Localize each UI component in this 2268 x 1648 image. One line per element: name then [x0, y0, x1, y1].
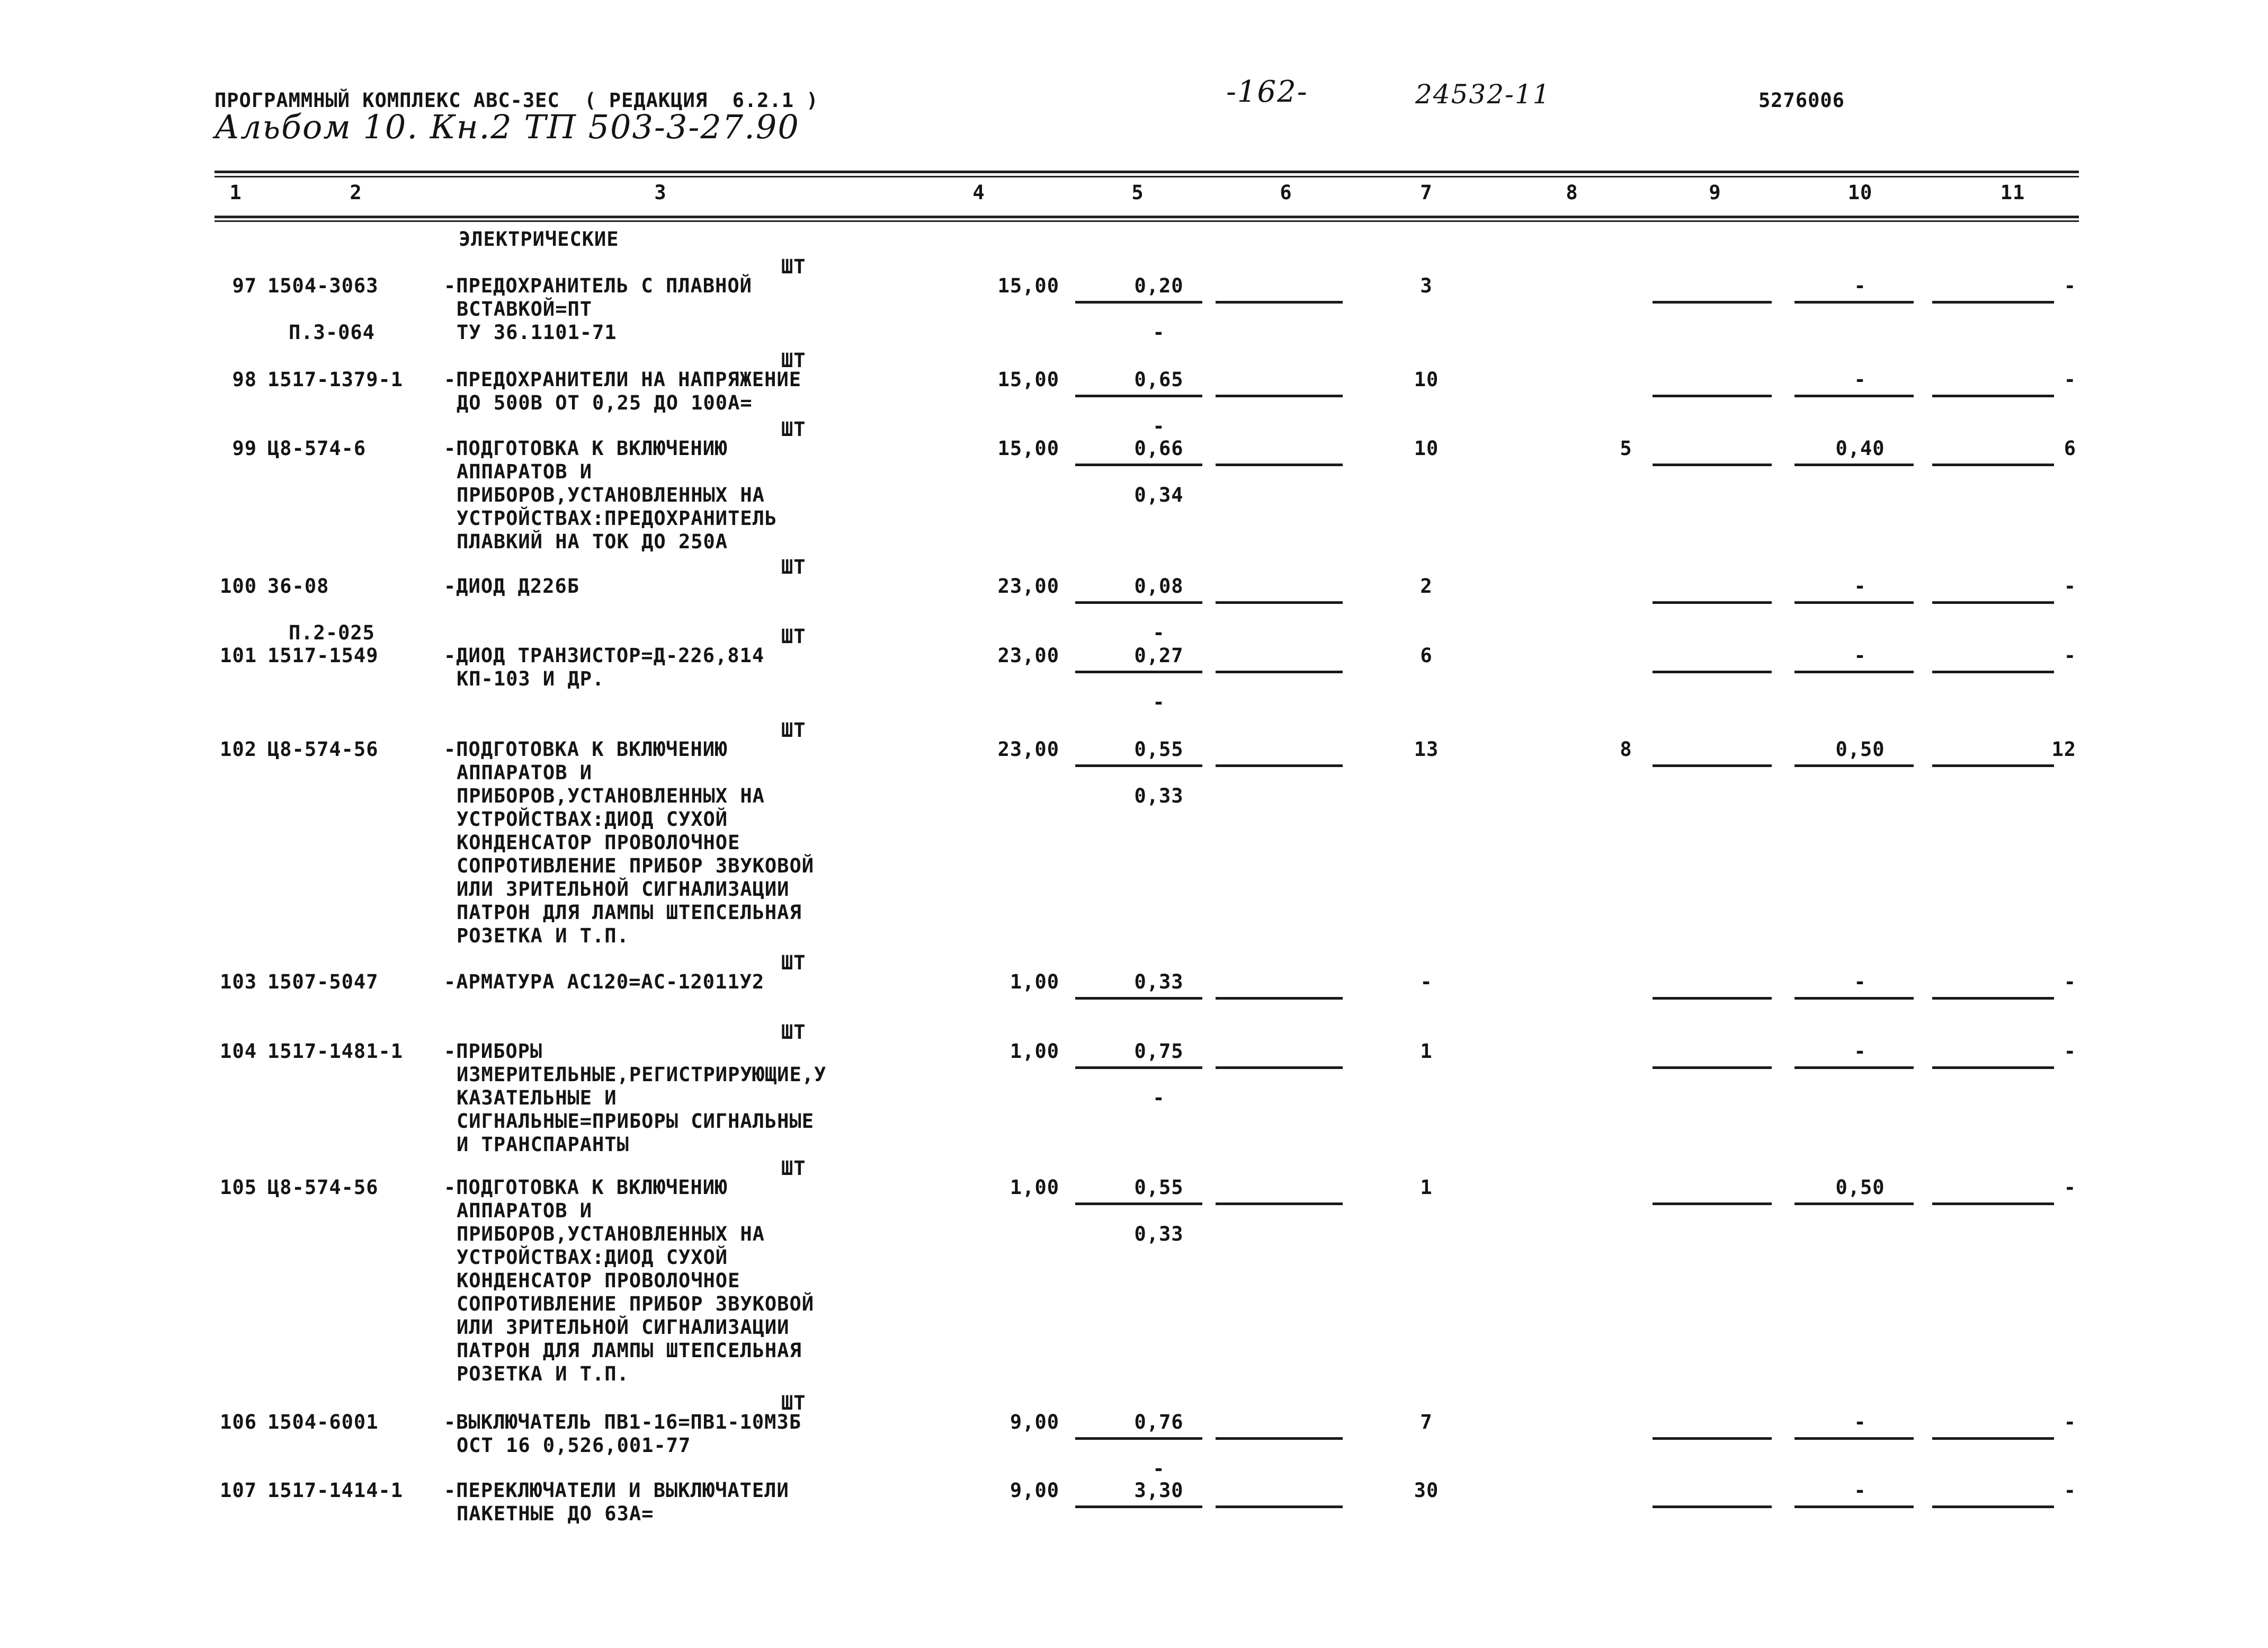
row-code: 1504-3063	[267, 274, 379, 297]
fraction-rule	[1932, 464, 2054, 466]
fraction-rule	[1216, 601, 1343, 604]
cell-col4: 9,00	[1010, 1411, 1059, 1433]
column-header-1: 1	[229, 181, 242, 204]
row-code-secondary: П.3-064	[289, 321, 375, 344]
column-header-4: 4	[972, 181, 985, 204]
cell-col11: -	[2064, 1176, 2076, 1199]
row-description-line: ИЛИ ЗРИТЕЛЬНОЙ СИГНАЛИЗАЦИИ	[457, 1316, 790, 1339]
row-description-line: КП-103 И ДР.	[457, 667, 605, 690]
row-unit: ШТ	[781, 1021, 806, 1044]
fraction-rule	[1075, 464, 1202, 466]
row-description-line: СОПРОТИВЛЕНИЕ ПРИБОР ЗВУКОВОЙ	[457, 1293, 815, 1315]
cell-col7: 1	[1420, 1040, 1433, 1063]
row-code: Ц8-574-56	[267, 738, 379, 761]
row-description-line: -АРМАТУРА АС120=АС-12011У2	[444, 970, 765, 993]
row-code: 1517-1481-1	[267, 1040, 404, 1063]
row-code: Ц8-574-6	[267, 437, 367, 460]
row-number: 100	[220, 575, 257, 598]
cell-col4: 9,00	[1010, 1479, 1059, 1502]
cell-col4: 1,00	[1010, 1040, 1059, 1063]
cell-col4: 15,00	[997, 274, 1059, 297]
fraction-rule	[1216, 671, 1343, 673]
fraction-rule	[1653, 997, 1772, 1000]
row-number: 107	[220, 1479, 257, 1502]
fraction-rule	[1216, 1202, 1343, 1205]
fraction-rule	[1653, 601, 1772, 604]
cell-col7: 10	[1414, 437, 1439, 460]
cell-col11: -	[2064, 575, 2076, 598]
fraction-rule	[1794, 1437, 1914, 1440]
cell-col7: 1	[1420, 1176, 1433, 1199]
row-description-line: КАЗАТЕЛЬНЫЕ И	[457, 1086, 617, 1109]
cell-col7: 13	[1414, 738, 1439, 761]
fraction-rule	[1794, 671, 1914, 673]
fraction-rule	[1075, 395, 1202, 397]
fraction-rule	[1794, 1202, 1914, 1205]
row-number: 99	[232, 437, 257, 460]
row-description-line: ИЗМЕРИТЕЛЬНЫЕ,РЕГИСТРИРУЮЩИЕ,У	[457, 1063, 827, 1086]
fraction-rule	[1794, 464, 1914, 466]
fraction-rule	[1075, 1202, 1202, 1205]
fraction-rule	[1653, 1202, 1772, 1205]
row-description-line: -ПОДГОТОВКА К ВКЛЮЧЕНИЮ	[444, 437, 728, 460]
cell-col7: 7	[1420, 1411, 1433, 1433]
cell-col11: -	[2064, 1411, 2076, 1433]
cell-col5: 0,27	[1134, 644, 1184, 667]
cell-col11: 12	[2051, 738, 2076, 761]
column-header-6: 6	[1280, 181, 1292, 204]
cell-col5-lower: -	[1153, 1086, 1165, 1109]
row-description-line: -ПОДГОТОВКА К ВКЛЮЧЕНИЮ	[444, 1176, 728, 1199]
row-description-line: КОНДЕНСАТОР ПРОВОЛОЧНОЕ	[457, 831, 740, 854]
cell-col5-lower: 0,33	[1134, 785, 1184, 807]
cell-col4: 23,00	[997, 738, 1059, 761]
fraction-rule	[1932, 1437, 2054, 1440]
cell-col10: 0,50	[1835, 1176, 1885, 1199]
fraction-rule	[1932, 1066, 2054, 1069]
cell-col11: -	[2064, 1040, 2076, 1063]
cell-col5: 0,65	[1134, 368, 1184, 391]
fraction-rule	[1075, 1506, 1202, 1508]
sheet-id: 5276006	[1758, 89, 1845, 112]
cell-col5-lower: 0,34	[1134, 484, 1184, 506]
row-unit: ШТ	[781, 1392, 806, 1414]
fraction-rule	[1216, 464, 1343, 466]
row-number: 105	[220, 1176, 257, 1199]
row-description-line: ВСТАВКОЙ=ПТ	[457, 298, 593, 320]
cell-col5-lower: -	[1153, 621, 1165, 644]
cell-col10: -	[1854, 575, 1867, 598]
row-code: 36-08	[267, 575, 329, 598]
cell-col4: 1,00	[1010, 970, 1059, 993]
row-code-secondary: П.2-025	[289, 621, 375, 644]
fraction-rule	[1653, 671, 1772, 673]
row-description-line: ТУ 36.1101-71	[457, 321, 617, 344]
row-code: 1517-1549	[267, 644, 379, 667]
fraction-rule	[1932, 601, 2054, 604]
row-unit: ШТ	[781, 951, 806, 974]
cell-col10: -	[1854, 1479, 1867, 1502]
row-number: 98	[232, 368, 257, 391]
fraction-rule	[1216, 301, 1343, 304]
cell-col5: 0,66	[1134, 437, 1184, 460]
cell-col5: 0,55	[1134, 738, 1184, 761]
fraction-rule	[1932, 764, 2054, 767]
row-code: 1504-6001	[267, 1411, 379, 1433]
cell-col7: 30	[1414, 1479, 1439, 1502]
cell-col10: -	[1854, 1040, 1867, 1063]
row-description-line: -ПРИБОРЫ	[444, 1040, 543, 1063]
cell-col10: -	[1854, 970, 1867, 993]
fraction-rule	[1794, 601, 1914, 604]
fraction-rule	[1932, 1506, 2054, 1508]
row-unit: ШТ	[781, 255, 806, 278]
cell-col11: -	[2064, 970, 2076, 993]
row-description-line: -ПОДГОТОВКА К ВКЛЮЧЕНИЮ	[444, 738, 728, 761]
column-header-9: 9	[1709, 181, 1721, 204]
cell-col7: -	[1420, 970, 1433, 993]
program-title: ПРОГРАММНЫЙ КОМПЛЕКС АВС-3ЕС ( РЕДАКЦИЯ 6.2.1 )	[215, 89, 819, 112]
row-description-line: ИЛИ ЗРИТЕЛЬНОЙ СИГНАЛИЗАЦИИ	[457, 878, 790, 901]
cell-col11: -	[2064, 644, 2076, 667]
row-description-line: ПЛАВКИЙ НА ТОК ДО 250А	[457, 530, 728, 553]
fraction-rule	[1932, 997, 2054, 1000]
cell-col11: -	[2064, 274, 2076, 297]
row-description-line: -ДИОД ТРАНЗИСТОР=Д-226,814	[444, 644, 765, 667]
row-description-line: КОНДЕНСАТОР ПРОВОЛОЧНОЕ	[457, 1269, 740, 1292]
header-bottom-rule	[215, 216, 2079, 218]
fraction-rule	[1216, 1437, 1343, 1440]
cell-col10: 0,40	[1835, 437, 1885, 460]
cell-col5: 3,30	[1134, 1479, 1184, 1502]
fraction-rule	[1075, 1066, 1202, 1069]
cell-col5: 0,75	[1134, 1040, 1184, 1063]
cell-col4: 1,00	[1010, 1176, 1059, 1199]
fraction-rule	[1216, 395, 1343, 397]
column-header-7: 7	[1420, 181, 1433, 204]
row-code: 1507-5047	[267, 970, 379, 993]
row-description-line: ПРИБОРОВ,УСТАНОВЛЕННЫХ НА	[457, 1223, 765, 1245]
row-number: 104	[220, 1040, 257, 1063]
row-description-line: УСТРОЙСТВАХ:ПРЕДОХРАНИТЕЛЬ	[457, 507, 778, 530]
row-description-line: АППАРАТОВ И	[457, 761, 593, 784]
cell-col10: 0,50	[1835, 738, 1885, 761]
row-description-line: АППАРАТОВ И	[457, 460, 593, 483]
row-description-line: СИГНАЛЬНЫЕ=ПРИБОРЫ СИГНАЛЬНЫЕ	[457, 1110, 815, 1133]
row-description-line: ПРИБОРОВ,УСТАНОВЛЕННЫХ НА	[457, 484, 765, 506]
row-unit: ШТ	[781, 556, 806, 578]
column-header-3: 3	[654, 181, 667, 204]
row-description-line: ПРИБОРОВ,УСТАНОВЛЕННЫХ НА	[457, 785, 765, 807]
fraction-rule	[1653, 1066, 1772, 1069]
cell-col5: 0,08	[1134, 575, 1184, 598]
cell-col7: 3	[1420, 274, 1433, 297]
column-header-5: 5	[1131, 181, 1144, 204]
row-description-line: УСТРОЙСТВАХ:ДИОД СУХОЙ	[457, 808, 728, 831]
row-description-line: -ПРЕДОХРАНИТЕЛИ НА НАПРЯЖЕНИЕ	[444, 368, 802, 391]
cell-col11: 6	[2064, 437, 2076, 460]
row-description-line: -ДИОД Д226Б	[444, 575, 580, 598]
row-code: 1517-1379-1	[267, 368, 404, 391]
row-unit: ШТ	[781, 1157, 806, 1180]
row-unit: ШТ	[781, 625, 806, 648]
row-description-line: -ВЫКЛЮЧАТЕЛЬ ПВ1-16=ПВ1-10М3Б	[444, 1411, 802, 1433]
row-description-line: ДО 500В ОТ 0,25 ДО 100А=	[457, 391, 753, 414]
cell-col5: 0,20	[1134, 274, 1184, 297]
row-description-line: ПАТРОН ДЛЯ ЛАМПЫ ШТЕПСЕЛЬНАЯ	[457, 901, 802, 924]
row-description-line: СОПРОТИВЛЕНИЕ ПРИБОР ЗВУКОВОЙ	[457, 854, 815, 877]
cell-col5-lower: -	[1153, 1457, 1165, 1480]
cell-col10: -	[1854, 368, 1867, 391]
fraction-rule	[1216, 997, 1343, 1000]
fraction-rule	[1794, 395, 1914, 397]
fraction-rule	[1794, 301, 1914, 304]
cell-col5-lower: -	[1153, 415, 1165, 438]
cell-col4: 23,00	[997, 575, 1059, 598]
fraction-rule	[1653, 395, 1772, 397]
cell-col4: 23,00	[997, 644, 1059, 667]
fraction-rule	[1653, 301, 1772, 304]
fraction-rule	[1794, 1066, 1914, 1069]
column-header-11: 11	[2000, 181, 2025, 204]
page-number: -162-	[1226, 75, 1308, 109]
column-header-8: 8	[1566, 181, 1578, 204]
row-description-line: И ТРАНСПАРАНТЫ	[457, 1133, 629, 1156]
cell-col8: 5	[1620, 437, 1632, 460]
fraction-rule	[1653, 764, 1772, 767]
fraction-rule	[1653, 1506, 1772, 1508]
fraction-rule	[1932, 395, 2054, 397]
cell-col11: -	[2064, 368, 2076, 391]
column-header-10: 10	[1847, 181, 1873, 204]
row-description-line: ПАТРОН ДЛЯ ЛАМПЫ ШТЕПСЕЛЬНАЯ	[457, 1339, 802, 1362]
fraction-rule	[1075, 301, 1202, 304]
fraction-rule	[1794, 1506, 1914, 1508]
album-handwritten-note: Альбом 10. Кн.2 ТП 503-3-27.90	[215, 108, 800, 146]
row-unit: ШТ	[781, 418, 806, 441]
fraction-rule	[1075, 997, 1202, 1000]
row-number: 106	[220, 1411, 257, 1433]
row-description-line: -ПЕРЕКЛЮЧАТЕЛИ И ВЫКЛЮЧАТЕЛИ	[444, 1479, 789, 1502]
fraction-rule	[1075, 601, 1202, 604]
cell-col10: -	[1854, 274, 1867, 297]
fraction-rule	[1932, 1202, 2054, 1205]
row-unit: ШТ	[781, 349, 806, 372]
header-bottom-rule-2	[215, 220, 2079, 222]
cell-col7: 6	[1420, 644, 1433, 667]
row-unit: ШТ	[781, 719, 806, 742]
row-number: 102	[220, 738, 257, 761]
fraction-rule	[1794, 764, 1914, 767]
row-code: Ц8-574-56	[267, 1176, 379, 1199]
cell-col10: -	[1854, 1411, 1867, 1433]
row-number: 97	[232, 274, 257, 297]
column-header-2: 2	[350, 181, 362, 204]
row-description-line: РОЗЕТКА И Т.П.	[457, 1362, 629, 1385]
cell-col4: 15,00	[997, 437, 1059, 460]
cell-col8: 8	[1620, 738, 1632, 761]
cell-col5-lower: -	[1153, 321, 1165, 344]
fraction-rule	[1216, 764, 1343, 767]
row-number: 101	[220, 644, 257, 667]
fraction-rule	[1216, 1506, 1343, 1508]
fraction-rule	[1075, 764, 1202, 767]
fraction-rule	[1653, 1437, 1772, 1440]
cell-col7: 2	[1420, 575, 1433, 598]
fraction-rule	[1653, 464, 1772, 466]
cell-col5: 0,55	[1134, 1176, 1184, 1199]
header-top-rule	[215, 171, 2079, 173]
row-code: 1517-1414-1	[267, 1479, 404, 1502]
fraction-rule	[1075, 671, 1202, 673]
cell-col5-lower: -	[1153, 691, 1165, 714]
section-title: ЭЛЕКТРИЧЕСКИЕ	[459, 228, 619, 251]
row-description-line: -ПРЕДОХРАНИТЕЛЬ С ПЛАВНОЙ	[444, 274, 752, 297]
document-code: 24532-11	[1415, 79, 1551, 110]
fraction-rule	[1794, 997, 1914, 1000]
row-number: 103	[220, 970, 257, 993]
cell-col5: 0,33	[1134, 970, 1184, 993]
cell-col4: 15,00	[997, 368, 1059, 391]
row-description-line: УСТРОЙСТВАХ:ДИОД СУХОЙ	[457, 1246, 728, 1269]
cell-col5-lower: 0,33	[1134, 1223, 1184, 1245]
row-description-line: АППАРАТОВ И	[457, 1199, 593, 1222]
cell-col10: -	[1854, 644, 1867, 667]
row-description-line: ОСТ 16 0,526,001-77	[457, 1434, 691, 1457]
fraction-rule	[1932, 301, 2054, 304]
fraction-rule	[1932, 671, 2054, 673]
cell-col11: -	[2064, 1479, 2076, 1502]
fraction-rule	[1075, 1437, 1202, 1440]
row-description-line: ПАКЕТНЫЕ ДО 63А=	[457, 1502, 654, 1525]
header-top-rule-2	[215, 176, 2079, 177]
row-description-line: РОЗЕТКА И Т.П.	[457, 924, 629, 947]
cell-col5: 0,76	[1134, 1411, 1184, 1433]
cell-col7: 10	[1414, 368, 1439, 391]
fraction-rule	[1216, 1066, 1343, 1069]
